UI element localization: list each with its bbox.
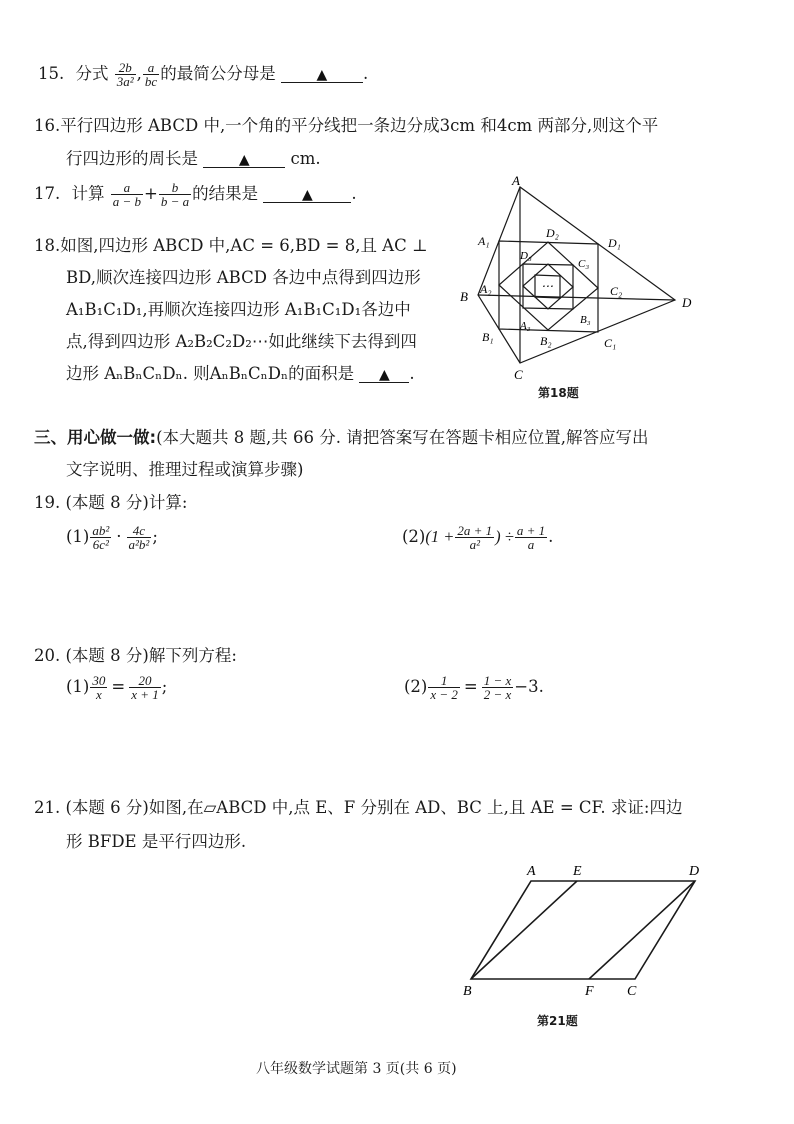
quad-abcd [478, 187, 675, 363]
question-text: 行四边形的周长是 [66, 149, 198, 168]
segment-be [471, 881, 577, 979]
fraction [428, 674, 460, 701]
unit: cm. [290, 149, 321, 168]
question-number: 18. [34, 236, 61, 255]
fraction [482, 674, 514, 701]
question-20-part1 [66, 674, 167, 701]
period: . [351, 184, 357, 203]
label-dots: ⋯ [541, 279, 553, 293]
fraction [129, 674, 161, 701]
answer-blank [359, 364, 409, 383]
part-label: (1) [66, 677, 90, 696]
question-15 [38, 60, 368, 88]
denominator: a − b [112, 194, 142, 209]
triangle-icon: ▲ [379, 367, 390, 383]
triangle-icon: ▲ [316, 67, 328, 83]
numerator: b [159, 181, 191, 195]
fraction [159, 181, 191, 208]
segment-fd [589, 881, 695, 979]
label-b3: B₃ [580, 314, 591, 326]
period: . [548, 527, 554, 546]
denominator: 2 − x [483, 687, 512, 702]
label-b: B [460, 289, 468, 304]
period: . [409, 364, 415, 383]
equals-sign: = [463, 677, 478, 696]
label-c2: C₂ [610, 284, 623, 298]
numerator: 20 [129, 674, 161, 688]
label-d3: D₃ [520, 250, 532, 262]
question-20-title: 20. (本题 8 分)解下列方程: [34, 646, 237, 665]
question-19-part2 [402, 524, 553, 551]
label-d: D [689, 864, 700, 879]
question-number: 17. [34, 184, 61, 203]
fraction [111, 181, 143, 208]
triangle-icon: ▲ [302, 187, 313, 203]
denominator: x − 2 [430, 687, 458, 702]
diagonal-bd [478, 295, 675, 300]
numerator: a [111, 181, 143, 195]
fraction [143, 61, 159, 88]
fraction [115, 61, 136, 88]
denominator: bc [144, 74, 158, 89]
fraction [455, 524, 494, 551]
numerator: 4c [127, 524, 152, 538]
label-c1: C₁ [604, 336, 617, 350]
label-b2: B₂ [540, 334, 552, 348]
label-c3: C₃ [578, 258, 590, 270]
fraction [90, 524, 111, 551]
label-b1: B₁ [482, 330, 494, 344]
denominator: x + 1 [131, 687, 159, 702]
semicolon: ; [161, 677, 168, 696]
semicolon: ; [152, 527, 158, 546]
figure-21 [455, 855, 715, 1005]
fraction [127, 524, 152, 551]
section-instructions: (本大题共 8 题,共 66 分. 请把答案写在答题卡相应位置,解答应写出 [156, 428, 649, 447]
numerator: ab² [92, 523, 110, 538]
section-title: 三、用心做一做: [34, 428, 157, 447]
question-20-part2 [404, 674, 544, 701]
label-a2: A₂ [480, 282, 492, 296]
question-18-line3: A₁B₁C₁D₁,再顺次连接四边形 A₁B₁C₁D₁各边中 [66, 300, 411, 319]
part-label: (2) [404, 677, 428, 696]
numerator: 30 [92, 673, 106, 688]
fraction [515, 524, 547, 551]
denominator: a²b² [128, 537, 150, 552]
denominator: b − a [160, 194, 190, 209]
figure-18-caption: 第18题 [538, 386, 579, 400]
question-18-line1 [34, 232, 428, 256]
expression-tail: −3. [514, 677, 544, 696]
question-18-line5 [66, 360, 415, 384]
numerator: 1 [428, 674, 460, 688]
plus-sign: + [144, 184, 158, 203]
equals-sign: = [111, 677, 126, 696]
label-d: D [682, 295, 692, 310]
label-c: C [627, 984, 637, 999]
question-text: 的最简公分母是 [160, 64, 276, 83]
numerator: a [143, 61, 159, 75]
label-a3: A₃ [520, 320, 531, 332]
question-number: 15. [38, 64, 65, 83]
figure-18 [450, 175, 710, 385]
label-f: F [585, 984, 594, 999]
expression-open: (1 + [425, 527, 455, 546]
question-text: 平行四边形 ABCD 中,一个角的平分线把一条边分成3cm 和4cm 两部分,则这个平 [60, 116, 659, 135]
question-text: 的结果是 [192, 184, 259, 203]
question-16-line1 [34, 112, 658, 136]
question-18-line4: 点,得到四边形 A₂B₂C₂D₂⋯如此继续下去得到四 [66, 332, 417, 351]
label-a: A [527, 864, 536, 879]
fraction [90, 674, 107, 701]
expression-close: ) ÷ [495, 527, 514, 546]
label-e: E [573, 864, 582, 879]
label-d2: D₂ [546, 226, 559, 240]
parallelogram-abcd [471, 881, 695, 979]
denominator: a [527, 537, 535, 552]
numerator: 1 − x [483, 673, 512, 688]
question-17 [34, 180, 357, 208]
answer-blank [263, 184, 351, 203]
part-label: (1) [66, 527, 90, 546]
numerator: a + 1 [516, 523, 546, 538]
label-d1: D₁ [608, 236, 621, 250]
triangle-icon: ▲ [238, 152, 250, 168]
question-19-title: 19. (本题 8 分)计算: [34, 493, 188, 512]
denominator: 6c² [92, 537, 109, 552]
figure-21-caption: 第21题 [537, 1014, 578, 1028]
answer-blank [203, 149, 285, 168]
question-text: 分式 [75, 64, 109, 83]
label-a: A [512, 175, 520, 188]
multiply-dot: · [116, 527, 122, 546]
question-text: 计算 [71, 184, 105, 203]
label-a1: A₁ [478, 234, 490, 248]
separator: , [136, 64, 142, 83]
question-19-part1 [66, 524, 158, 551]
numerator: 2a + 1 [457, 523, 493, 538]
question-21-line2: 形 BFDE 是平行四边形. [66, 832, 247, 851]
question-text: 如图,四边形 ABCD 中,AC = 6,BD = 8,且 AC ⊥ [60, 236, 428, 255]
answer-blank [281, 64, 363, 83]
page-footer: 八年级数学试题第 3 页(共 6 页) [256, 1061, 457, 1077]
label-b: B [463, 984, 472, 999]
question-21-line1: 21. (本题 6 分)如图,在▱ABCD 中,点 E、F 分别在 AD、BC 上,且 AE = CF. 求证:四边 [34, 798, 683, 817]
numerator: 2b [115, 61, 136, 75]
question-16-line2 [66, 145, 321, 169]
question-number: 16. [34, 116, 61, 135]
label-c: C [514, 367, 523, 382]
question-18-line2: BD,顺次连接四边形 ABCD 各边中点得到四边形 [66, 268, 421, 287]
period: . [362, 64, 369, 83]
denominator: x [95, 687, 102, 702]
section-3-line1 [34, 424, 649, 448]
denominator: a² [469, 537, 480, 552]
denominator: 3a² [116, 74, 134, 89]
section-3-line2: 文字说明、推理过程或演算步骤) [66, 460, 304, 479]
question-text: 边形 AₙBₙCₙDₙ. 则AₙBₙCₙDₙ的面积是 [66, 364, 355, 383]
part-label: (2) [402, 527, 426, 546]
